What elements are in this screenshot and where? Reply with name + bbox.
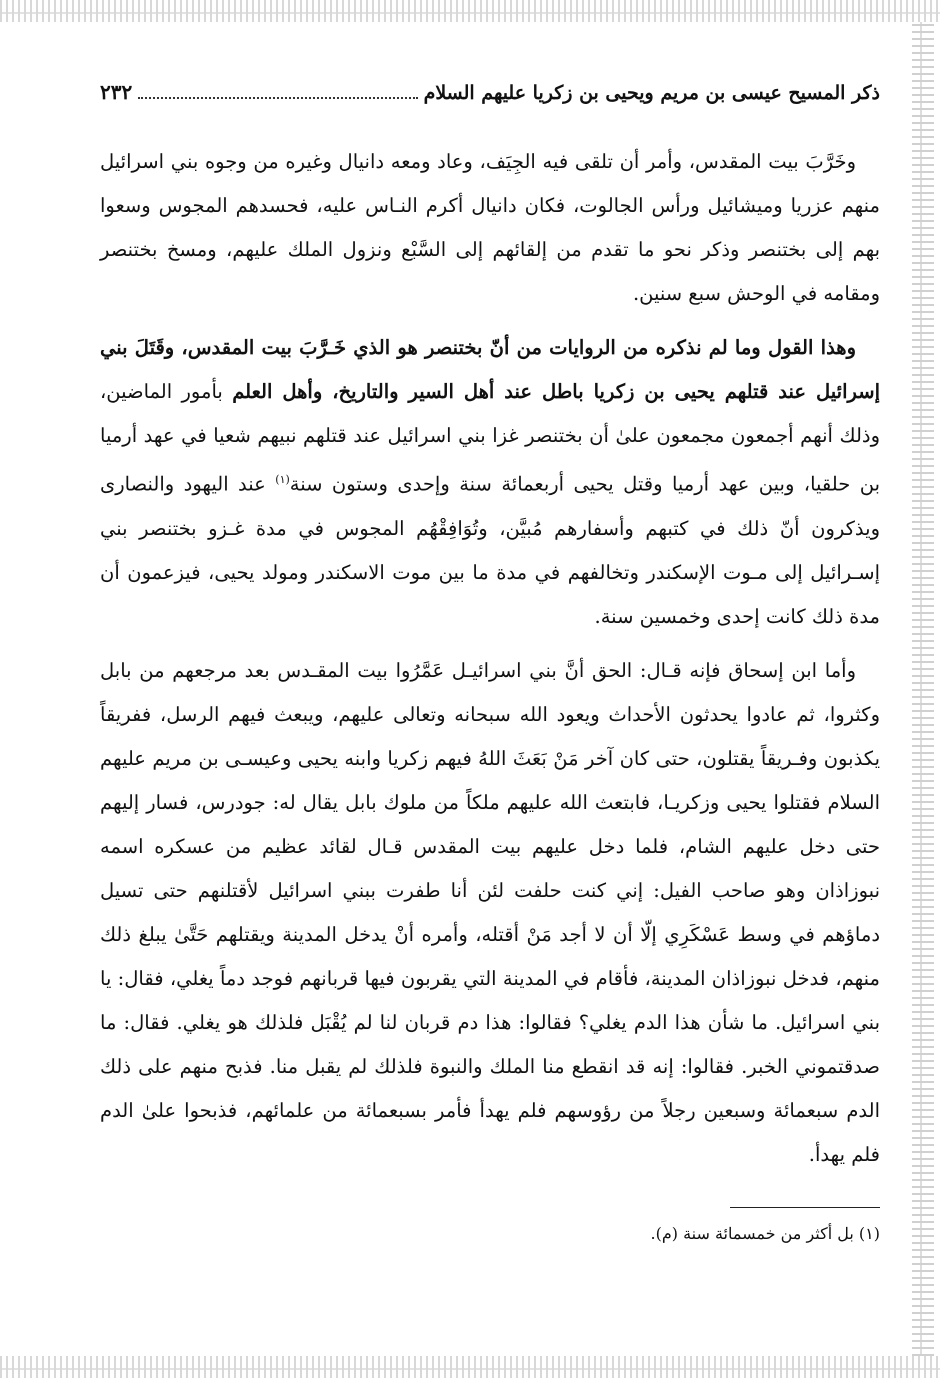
footnote-divider [730,1207,880,1208]
paragraph-2 [100,326,880,639]
decorative-border-top [0,0,940,22]
paragraph-text: عند اليهود والنصارى ويذكرون أنّ ذلك في كتبهم وأسفارهم مُبيَّن، وتُوَافِقْهُم المجوس في مدة غـزو بختنصر بني إسـرائيل إلى مـوت الإسكندر وتخالفهم في مدة ما بين موت الاسكندر ومولد يحيى، فيزعمون أن مدة ذلك كانت إحدى وخمسين سنة. [100,472,880,628]
paragraph-text: بأمور الماضين، وذلك أنهم أجمعون مجمعون علىٰ أن بختنصر غزا بني اسرائيل عند قتلهم نبيهم شعيا في عهد أرميا بن حلقيا، وبين عهد أرميا وقتل يحيى أربعمائة سنة وإحدى وستون سنة [100,380,881,496]
paragraph-text: وأما ابن إسحاق فإنه قـال: الحق أنَّ بني اسرائيـل عَمَّرُوا بيت المقـدس بعد مرجعهم من بابل وكثروا، ثم عادوا يحدثون الأحداث ويعود الله سبحانه وتعالى عليهم، ويبعث فيهم الرسل، ففريقاً يكذبون وفـريقاً يقتلون، حتى كان آخر مَنْ بَعَثَ اللهُ فيهم زكريا وابنه يحيى وعيسـى بن مريم عليهم السلام فقتلوا يحيى وزكريـا، فابتعث الله عليهم ملكاً من ملوك بابل يقال له: جودرس، فسار إليهم حتى دخل عليهم الشام، فلما دخل عليهم بيت المقدس قـال لقائد عظيم من عسكره اسمه نبوزاذان وهو صاحب الفيل: إني كنت حلفت لئن أنا طفرت ببني اسرائيل لأقتلنهم حتى تسيل دماؤهم في وسط عَسْكَرِي إلّا أن لا أجد مَنْ أقتله، وأمره أنْ يدخل المدينة ويقتلهم حَتَّىٰ يبلغ ذلك منهم، فدخل نبوزاذان المدينة، فأقام في المدينة التي يقربون فيها قربانهم فوجد دماً يغلي، فقال: يا بني اسرائيل. ما شأن هذا الدم يغلي؟ فقالوا: هذا دم قربان لنا لم يُقْبَل فلذلك هو يغلي. فقال: ما صدقتموني الخبر. فقالوا: إنه قد انقطع منا الملك والنبوة فلذلك لم يقبل منا. فذبح منهم على ذلك الدم سبعمائة وسبعين رجلاً من رؤوسهم فلم يهدأ فأمر بسبعمائة من علمائهم، فذبحوا علىٰ الدم فلم يهدأ. [100,658,880,1166]
decorative-border-bottom [0,1356,940,1378]
decorative-border-right [912,22,934,1356]
footnote: (١) بل أكثر من خمسمائة سنة (م). [650,1223,880,1243]
book-page [100,80,880,1246]
paragraph-1 [100,140,880,316]
paragraph-3 [100,649,880,1177]
footnote-marker: (١) [275,473,290,486]
page-header [100,80,880,116]
paragraph-bold-text: وهذا القول وما لم نذكره من الروايات من أنّ بختنصر هو الذي خَـرَّبَ بيت المقدس، وقَتَلَ بني إسرائيل عند قتلهم يحيى بن زكريا باطل عند أهل السير والتاريخ، وأهل العلم [100,336,881,403]
page-number: ٢٣٢ [100,80,133,104]
page-body [100,140,880,1177]
header-dotted-leader [138,97,417,99]
paragraph-text: وخَرَّبَ بيت المقدس، وأمر أن تلقى فيه الجِيَف، وعاد ومعه دانيال وغيره من وجوه بني اسرائيل منهم عزريا وميشائيل ورأس الجالوت، فكان دانيال أكرم النـاس عليه، فحسدهم المجوس وسعوا بهم إلى بختنصر وذكر نحو ما تقدم من إلقائهم إلى السَّبْع ونزول الملك عليهم، ومسخ بختنصر ومقامه في الوحش سبع سنين. [100,150,880,305]
running-title: ذكر المسيح عيسى بن مريم ويحيى بن زكريا عليهم السلام [423,82,880,104]
